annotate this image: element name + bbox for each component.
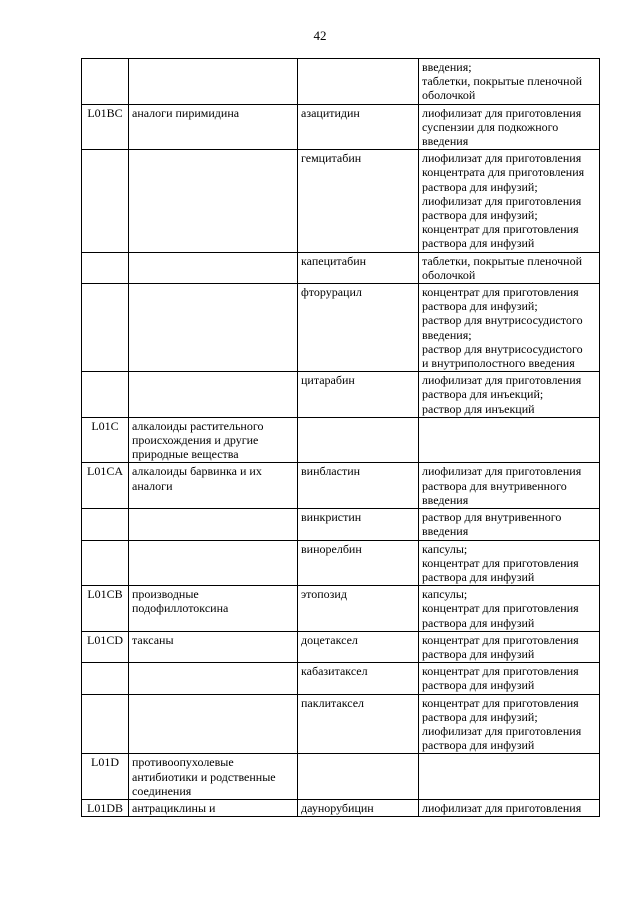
dosage-form-line: концентрат для приготовления	[422, 695, 579, 710]
table-row	[82, 252, 600, 283]
atc-code-cell	[82, 754, 129, 800]
dosage-form-line: оболочкой	[422, 267, 476, 282]
dosage-form-line: лиофилизат для приготовления	[422, 464, 582, 479]
drug-name-cell	[298, 694, 419, 754]
atc-code-cell	[82, 540, 129, 586]
dosage-form-line: раствора для инфузий;	[422, 299, 538, 314]
dosage-form-line: капсулы;	[422, 587, 468, 602]
drug-name: кабазитаксел	[301, 664, 368, 679]
dosage-form-cell	[419, 150, 600, 252]
dosage-form-cell	[419, 694, 600, 754]
drug-name: азацитидин	[301, 105, 360, 120]
table-row	[82, 104, 600, 150]
drug-name-cell	[298, 754, 419, 800]
dosage-form-line: раствора для инъекций;	[422, 387, 544, 402]
drug-name-cell	[298, 631, 419, 662]
atc-code: L01CB	[87, 587, 123, 602]
drug-name-cell	[298, 372, 419, 418]
pharmacological-group-cell	[129, 540, 298, 586]
dosage-form-line: раствора для инфузий	[422, 569, 535, 584]
dosage-form-line: введения;	[422, 60, 472, 74]
atc-code-cell	[82, 463, 129, 509]
dosage-form-line: введения	[422, 492, 469, 507]
table-row	[82, 372, 600, 418]
pharmacological-group-line: происхождения и другие	[132, 433, 259, 448]
dosage-form-line: концентрат для приготовления	[422, 664, 579, 679]
atc-code-cell	[82, 694, 129, 754]
atc-code-cell	[82, 59, 129, 105]
dosage-form-line: лиофилизат для приготовления	[422, 373, 582, 388]
dosage-form-cell	[419, 663, 600, 694]
dosage-form-line: капсулы;	[422, 541, 468, 556]
pharmacological-group-cell	[129, 663, 298, 694]
dosage-form-line: раствор для внутривенного	[422, 510, 562, 525]
pharmacological-group-cell	[129, 59, 298, 105]
atc-code-cell	[82, 509, 129, 540]
pharmacological-group-line: производные	[132, 587, 199, 602]
dosage-form-cell	[419, 372, 600, 418]
dosage-form-line: раствора для инфузий	[422, 615, 535, 630]
dosage-form-cell	[419, 252, 600, 283]
dosage-form-line: лиофилизат для приготовления	[422, 800, 582, 815]
dosage-form-line: раствора для инфузий	[422, 646, 535, 661]
pharmacological-group-line: алкалоиды барвинка и их	[132, 464, 262, 479]
table-row	[82, 631, 600, 662]
atc-code-cell	[82, 284, 129, 372]
dosage-form-line: раствора для инфузий;	[422, 709, 538, 724]
dosage-form-line: лиофилизат для приготовления	[422, 151, 582, 166]
dosage-form-line: концентрат для приготовления	[422, 601, 579, 616]
dosage-form-cell	[419, 799, 600, 816]
drug-name-cell	[298, 799, 419, 816]
atc-code-cell	[82, 150, 129, 252]
dosage-form-cell	[419, 284, 600, 372]
table-row	[82, 284, 600, 372]
dosage-form-line: лиофилизат для приготовления	[422, 193, 582, 208]
table-row	[82, 509, 600, 540]
atc-code-cell	[82, 372, 129, 418]
dosage-form-line: введения;	[422, 327, 472, 342]
table-row	[82, 799, 600, 816]
table-row	[82, 463, 600, 509]
pharmacological-group-line: противоопухолевые	[132, 755, 234, 770]
drug-name-cell	[298, 59, 419, 105]
dosage-form-cell	[419, 509, 600, 540]
dosage-form-line: введения	[422, 134, 469, 149]
dosage-form-line: и внутриполостного введения	[422, 356, 575, 371]
pharmacological-group-line: аналоги	[132, 478, 173, 493]
pharmacological-group-cell	[129, 372, 298, 418]
drug-name: доцетаксел	[301, 632, 358, 647]
dosage-form-line: концентрата для приготовления	[422, 165, 585, 180]
dosage-form-line: таблетки, покрытые пленочной	[422, 74, 583, 89]
dosage-form-line: концентрат для приготовления	[422, 222, 579, 237]
pharmacological-group-cell	[129, 252, 298, 283]
atc-code: L01BC	[87, 105, 123, 120]
drug-name-cell	[298, 417, 419, 463]
table-row	[82, 540, 600, 586]
atc-code-cell	[82, 799, 129, 816]
dosage-form-line: раствора для инфузий	[422, 678, 535, 693]
dosage-form-cell	[419, 417, 600, 463]
atc-code-cell	[82, 586, 129, 632]
dosage-form-cell	[419, 59, 600, 105]
drug-name: винбластин	[301, 464, 361, 479]
atc-code: L01CD	[87, 632, 123, 647]
pharmacological-group-line: подофиллотоксина	[132, 601, 229, 616]
pharmacological-group-cell	[129, 417, 298, 463]
dosage-form-line: раствора для инфузий;	[422, 179, 538, 194]
drug-table	[81, 58, 600, 817]
table-row	[82, 694, 600, 754]
dosage-form-cell	[419, 586, 600, 632]
dosage-form-line: концентрат для приготовления	[422, 285, 579, 300]
dosage-form-cell	[419, 463, 600, 509]
table-row	[82, 417, 600, 463]
drug-name: гемцитабин	[301, 151, 362, 166]
dosage-form-line: оболочкой	[422, 88, 476, 103]
pharmacological-group-cell	[129, 694, 298, 754]
drug-name-cell	[298, 252, 419, 283]
atc-code: L01D	[91, 755, 119, 770]
table-body	[82, 59, 600, 817]
dosage-form-line: концентрат для приготовления	[422, 632, 579, 647]
pharmacological-group-cell	[129, 509, 298, 540]
pharmacological-group-line: алкалоиды растительного	[132, 418, 264, 433]
dosage-form-line: раствор для внутрисосудистого	[422, 313, 583, 328]
dosage-form-cell	[419, 104, 600, 150]
pharmacological-group-cell	[129, 104, 298, 150]
dosage-form-cell	[419, 631, 600, 662]
drug-name: даунорубицин	[301, 800, 374, 815]
atc-code-cell	[82, 663, 129, 694]
pharmacological-group-line: соединения	[132, 783, 192, 798]
pharmacological-group-line: аналоги пиримидина	[132, 105, 240, 120]
dosage-form-line: лиофилизат для приготовления	[422, 105, 582, 120]
atc-code-cell	[82, 252, 129, 283]
drug-name: цитарабин	[301, 373, 355, 388]
atc-code-cell	[82, 104, 129, 150]
drug-name-cell	[298, 150, 419, 252]
pharmacological-group-line: антибиотики и родственные	[132, 769, 276, 784]
atc-code: L01CA	[87, 464, 123, 479]
table-row	[82, 754, 600, 800]
drug-name: паклитаксел	[301, 695, 365, 710]
drug-name-cell	[298, 463, 419, 509]
drug-name-cell	[298, 586, 419, 632]
drug-name: винкристин	[301, 510, 362, 525]
dosage-form-line: таблетки, покрытые пленочной	[422, 253, 583, 268]
table-row	[82, 586, 600, 632]
atc-code-cell	[82, 417, 129, 463]
dosage-form-line: раствора для инфузий	[422, 738, 535, 753]
dosage-form-line: раствора для инфузий	[422, 236, 535, 251]
pharmacological-group-cell	[129, 150, 298, 252]
drug-name: винорелбин	[301, 541, 362, 556]
page-number: 42	[313, 28, 327, 43]
dosage-form-line: концентрат для приготовления	[422, 555, 579, 570]
pharmacological-group-cell	[129, 284, 298, 372]
pharmacological-group-cell	[129, 586, 298, 632]
drug-name: этопозид	[301, 587, 347, 602]
pharmacological-group-cell	[129, 463, 298, 509]
dosage-form-line: раствора для инфузий;	[422, 208, 538, 223]
atc-code: L01C	[91, 418, 119, 433]
dosage-form-line: введения	[422, 524, 469, 539]
pharmacological-group-line: природные вещества	[132, 447, 239, 462]
drug-name-cell	[298, 663, 419, 694]
pharmacological-group-cell	[129, 631, 298, 662]
atc-code-cell	[82, 631, 129, 662]
dosage-form-line: раствор для внутрисосудистого	[422, 341, 583, 356]
dosage-form-cell	[419, 540, 600, 586]
dosage-form-line: лиофилизат для приготовления	[422, 723, 582, 738]
dosage-form-line: суспензии для подкожного	[422, 119, 559, 134]
dosage-form-line: раствора для внутривенного	[422, 478, 567, 493]
drug-name-cell	[298, 104, 419, 150]
drug-name-cell	[298, 540, 419, 586]
drug-name-cell	[298, 284, 419, 372]
drug-name-cell	[298, 509, 419, 540]
pharmacological-group-line: таксаны	[132, 632, 174, 647]
table-row	[82, 663, 600, 694]
pharmacological-group-cell	[129, 754, 298, 800]
table-row	[82, 59, 600, 105]
drug-name: фторурацил	[301, 285, 362, 300]
table-row	[82, 150, 600, 252]
pharmacological-group-cell	[129, 799, 298, 816]
atc-code: L01DB	[87, 800, 123, 815]
drug-name: капецитабин	[301, 253, 367, 268]
dosage-form-line: раствор для инъекций	[422, 401, 535, 416]
pharmacological-group-line: антрациклины и	[132, 800, 216, 815]
dosage-form-cell	[419, 754, 600, 800]
